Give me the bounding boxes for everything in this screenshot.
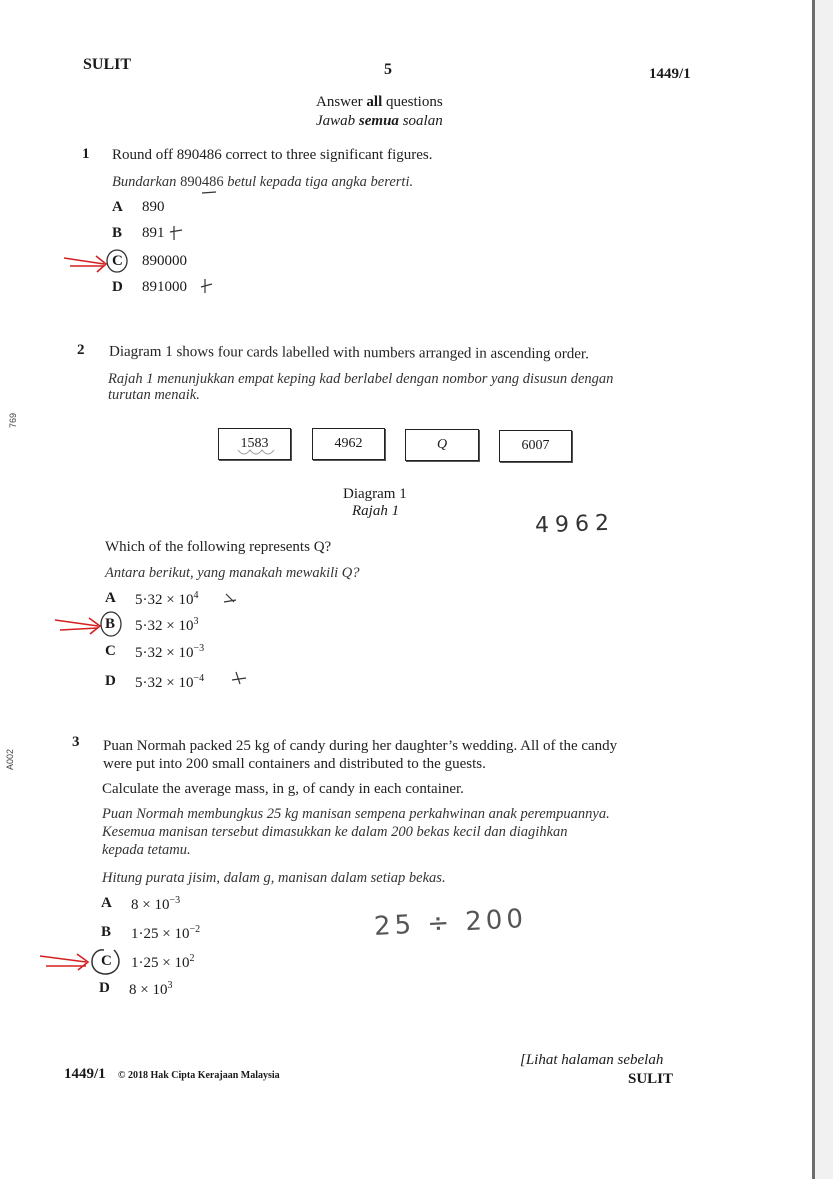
q2-option-a-value: $5\cdot 32 \times 10^4$ (135, 590, 199, 608)
q3-text-ms-3: kepada tetamu. (102, 842, 191, 858)
q1-answer-circle (107, 250, 127, 272)
q2-question-en: Which of the following represents Q? (105, 539, 332, 555)
q2-answer-arrow (55, 618, 100, 634)
q2-option-d-letter: D (105, 673, 116, 689)
handwritten-25-div-200: 25 ÷ 200 (373, 904, 528, 942)
q1-text-en: Round off 890486 correct to three significant figures. (112, 147, 433, 163)
q3-option-d-value: $8 \times 10^3$ (129, 980, 173, 998)
header-code: 1449/1 (649, 66, 691, 82)
diagram-caption-en: Diagram 1 (343, 486, 407, 502)
q3-option-a-value: $8 \times 10^{-3}$ (131, 895, 181, 913)
side-code-top: 769 (8, 412, 18, 428)
q3-answer-circle (92, 950, 119, 974)
q3-answer-arrow (40, 954, 88, 970)
q1-option-d-value: 891000 (142, 279, 187, 295)
instruction-ms: Jawab semua soalan (316, 113, 443, 129)
q2-text-ms-2: turutan menaik. (108, 387, 200, 403)
card-1: 1583 (218, 428, 291, 460)
q2-answer-circle (101, 612, 121, 636)
q3-option-d-letter: D (99, 980, 110, 996)
q3-text-ms-4: Hitung purata jisim, dalam g, manisan dalam setiap bekas. (102, 870, 446, 886)
q3-text-en-2: were put into 200 small containers and distributed to the guests. (103, 756, 486, 772)
footer-copyright: © 2018 Hak Cipta Kerajaan Malaysia (118, 1070, 280, 1081)
page-number: 5 (384, 61, 392, 78)
card-q: Q (405, 429, 479, 461)
q2-question-ms: Antara berikut, yang manakah mewakili Q? (105, 565, 360, 581)
q3-option-a-letter: A (101, 895, 112, 911)
q3-option-b-letter: B (101, 924, 112, 940)
card-4: 6007 (499, 430, 572, 462)
q3-option-b-value: $1\cdot 25 \times 10^{-2}$ (131, 924, 201, 942)
q1-mark-d (201, 279, 212, 293)
q2-option-b-letter: B (105, 616, 116, 632)
side-code-bottom: A002 (5, 748, 15, 770)
q2-mark-d (232, 672, 246, 684)
q1-option-d-letter: D (112, 279, 123, 295)
diagram-caption-ms: Rajah 1 (352, 503, 400, 519)
q1-option-c-value: 890000 (142, 253, 187, 269)
q1-option-a-letter: A (112, 199, 123, 215)
q3-text-ms-2: Kesemua manisan tersebut dimasukkan ke dalam 200 bekas kecil dan diagihkan (102, 824, 568, 840)
q1-mark-b (170, 226, 182, 240)
instruction-en: Answer all questions (316, 94, 443, 110)
q1-number: 1 (82, 146, 90, 162)
header-sulit: SULIT (83, 56, 132, 73)
q2-mark-a (224, 594, 236, 602)
card-2: 4962 (312, 428, 385, 460)
q1-option-a-value: 890 (142, 199, 165, 215)
q3-option-c-value: $1\cdot 25 \times 10^2$ (131, 953, 195, 971)
q3-number: 3 (72, 734, 80, 750)
q2-text-ms-1: Rajah 1 menunjukkan empat keping kad berlabel dengan nombor yang disusun dengan (108, 371, 614, 387)
q3-text-ms-1: Puan Normah membungkus 25 kg manisan sempena perkahwinan anak perempuannya. (102, 806, 610, 822)
q2-text-en: Diagram 1 shows four cards labelled with numbers arranged in ascending order. (108, 343, 589, 363)
q1-option-b-value: 891 (142, 225, 165, 241)
footer-sulit: SULIT (628, 1071, 674, 1087)
q1-text-ms: Bundarkan 890486 betul kepada tiga angka bererti. (112, 174, 414, 190)
q2-option-d-value: $5\cdot 32 \times 10^{-4}$ (135, 673, 205, 691)
handwritten-4962: 4962 (534, 510, 616, 539)
q2-option-b-value: $5\cdot 32 \times 10^3$ (135, 616, 199, 634)
footer-code: 1449/1 (64, 1066, 106, 1082)
q1-answer-arrow (64, 256, 106, 272)
q2-option-c-value: $5\cdot 32 \times 10^{-3}$ (135, 643, 205, 661)
q2-option-c-letter: C (105, 643, 116, 659)
q1-option-b-letter: B (112, 225, 123, 241)
q3-text-en-1: Puan Normah packed 25 kg of candy during her daughter’s wedding. All of the candy (103, 738, 618, 754)
q3-text-en-3: Calculate the average mass, in g, of candy in each container. (102, 781, 464, 797)
q1-option-c-letter: C (112, 253, 123, 269)
card-1-scribble (238, 450, 274, 454)
q2-number: 2 (77, 342, 85, 358)
q1-underline (202, 192, 216, 193)
q2-option-a-letter: A (105, 590, 116, 606)
q3-option-c-letter: C (101, 953, 112, 969)
footer-next-page: [Lihat halaman sebelah (520, 1052, 664, 1068)
